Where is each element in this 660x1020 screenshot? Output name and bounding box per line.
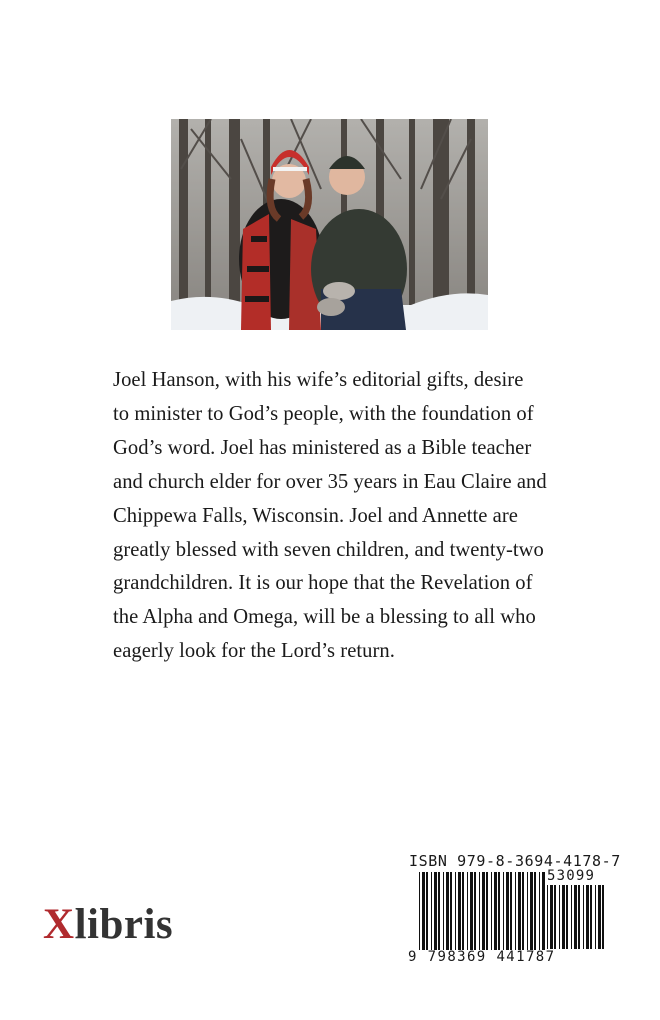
barcode-bar bbox=[474, 872, 476, 950]
addon-barcode-bars bbox=[547, 885, 609, 949]
publisher-logo bbox=[43, 903, 173, 946]
barcode-bar bbox=[503, 872, 504, 950]
ean-digits: 9 798369 441787 bbox=[408, 949, 556, 965]
barcode-bar bbox=[547, 885, 548, 949]
barcode-bar bbox=[559, 885, 560, 949]
blurb-line: God’s word. Joel has ministered as a Bible teacher bbox=[113, 436, 532, 459]
barcode-bar bbox=[510, 872, 512, 950]
barcode-bar bbox=[595, 885, 596, 949]
ean-barcode-bars bbox=[419, 872, 547, 950]
barcode-bar bbox=[482, 872, 485, 950]
barcode-bar bbox=[527, 872, 528, 950]
barcode-bar bbox=[455, 872, 456, 950]
barcode-bar bbox=[419, 872, 420, 950]
barcode-bar bbox=[518, 872, 521, 950]
blurb-line: and church elder for over 35 years in Eau Claire and bbox=[113, 470, 547, 493]
barcode-bar bbox=[470, 872, 473, 950]
barcode-bar bbox=[539, 872, 540, 950]
barcode-bar bbox=[446, 872, 449, 950]
barcode-bar bbox=[458, 872, 461, 950]
blurb-line: to minister to God’s people, with the foundation of bbox=[113, 402, 534, 425]
barcode-bar bbox=[467, 872, 468, 950]
logo-rest: libris bbox=[74, 901, 174, 948]
barcode-bar bbox=[479, 872, 480, 950]
barcode-bar bbox=[438, 872, 440, 950]
logo-initial: X bbox=[43, 901, 75, 948]
blurb-line: greatly blessed with seven children, and twenty-two bbox=[113, 538, 544, 561]
barcode-bar bbox=[574, 885, 577, 949]
blurb-line: Joel Hanson, with his wife’s editorial gifts, desire bbox=[113, 369, 524, 391]
barcode-bar bbox=[462, 872, 464, 950]
blurb-line: the Alpha and Omega, will be a blessing to all who bbox=[113, 606, 536, 629]
barcode-bar bbox=[590, 885, 592, 949]
author-photo bbox=[171, 119, 488, 330]
barcode-bar bbox=[486, 872, 488, 950]
blurb-line: eagerly look for the Lord’s return. bbox=[113, 640, 395, 663]
isbn-label: ISBN 979-8-3694-4178-7 bbox=[409, 852, 621, 870]
barcode-bar bbox=[498, 872, 500, 950]
barcode-bar bbox=[602, 885, 604, 949]
author-photo-illustration bbox=[171, 119, 488, 330]
author-blurb bbox=[113, 364, 553, 669]
barcode-bar bbox=[491, 872, 492, 950]
blurb-line: grandchildren. It is our hope that the Revelation of bbox=[113, 572, 533, 595]
barcode-bar bbox=[598, 885, 601, 949]
barcode-bar bbox=[434, 872, 437, 950]
barcode-bar bbox=[422, 872, 425, 950]
barcode-bar bbox=[586, 885, 589, 949]
price-code: 53099 bbox=[547, 868, 596, 884]
barcode-bar bbox=[506, 872, 509, 950]
barcode-bar bbox=[550, 885, 553, 949]
barcode-bar bbox=[583, 885, 584, 949]
barcode-bar bbox=[450, 872, 452, 950]
blurb-line: Chippewa Falls, Wisconsin. Joel and Annette are bbox=[113, 504, 518, 527]
barcode-bar bbox=[566, 885, 568, 949]
barcode-bar bbox=[426, 872, 428, 950]
barcode-bar bbox=[515, 872, 516, 950]
barcode-bar bbox=[571, 885, 572, 949]
barcode-bar bbox=[534, 872, 536, 950]
barcode-bar bbox=[522, 872, 524, 950]
barcode-bar bbox=[562, 885, 565, 949]
barcode-bar bbox=[530, 872, 533, 950]
barcode-bar bbox=[494, 872, 497, 950]
barcode-bar bbox=[578, 885, 580, 949]
barcode-bar bbox=[542, 872, 545, 950]
barcode-bar bbox=[443, 872, 444, 950]
barcode-bar bbox=[431, 872, 432, 950]
barcode-bar bbox=[554, 885, 556, 949]
isbn-barcode bbox=[406, 852, 621, 970]
